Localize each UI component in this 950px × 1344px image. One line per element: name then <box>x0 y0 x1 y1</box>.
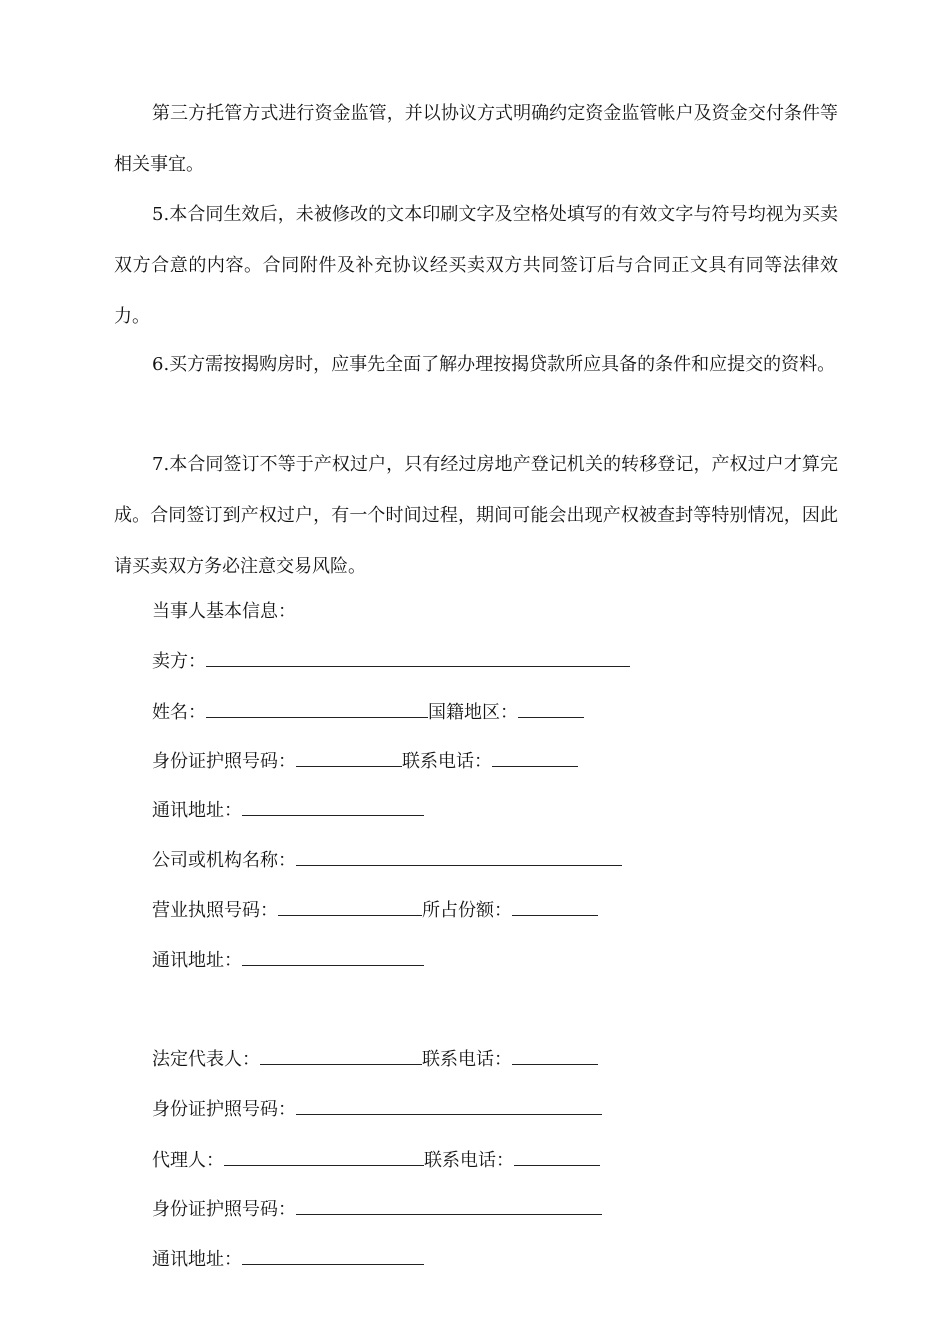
agent-id-row <box>152 1198 602 1222</box>
license-row <box>152 899 598 923</box>
share-blank[interactable] <box>512 901 598 916</box>
license-label: 营业执照号码： <box>152 900 278 921</box>
legal-rep-id-label: 身份证护照号码： <box>152 1099 296 1120</box>
phone-label: 联系电话： <box>402 751 492 772</box>
company-address-row <box>152 949 424 973</box>
license-blank[interactable] <box>278 901 422 916</box>
agent-phone-label: 联系电话： <box>424 1150 514 1171</box>
legal-rep-phone-blank[interactable] <box>512 1050 598 1065</box>
seller-id-row <box>152 750 578 774</box>
parties-heading-text: 当事人基本信息： <box>152 601 296 622</box>
agent-id-label: 身份证护照号码： <box>152 1199 296 1220</box>
id-number-label: 身份证护照号码： <box>152 751 296 772</box>
company-name-label: 公司或机构名称： <box>152 850 296 871</box>
legal-rep-id-row <box>152 1098 602 1122</box>
legal-rep-blank[interactable] <box>260 1050 422 1065</box>
agent-id-blank[interactable] <box>296 1200 602 1215</box>
company-name-blank[interactable] <box>296 851 622 866</box>
agent-row <box>152 1149 600 1173</box>
seller-row <box>152 650 630 674</box>
paragraph-clause-6: 6.买方需按揭购房时，应事先全面了解办理按揭贷款所应具备的条件和应提交的资料。 <box>152 354 836 375</box>
id-number-blank[interactable] <box>296 752 402 767</box>
legal-rep-label: 法定代表人： <box>152 1049 260 1070</box>
legal-rep-phone-label: 联系电话： <box>422 1049 512 1070</box>
paragraph-clause-5: 5.本合同生效后，未被修改的文本印刷文字及空格处填写的有效文字与符号均视为买卖双方合意的内容。合同附件及补充协议经买卖双方共同签订后与合同正文具有同等法律效力。 <box>114 204 838 327</box>
phone-blank[interactable] <box>492 752 578 767</box>
paragraph-fund-supervision: 第三方托管方式进行资金监管，并以协议方式明确约定资金监管帐户及资金交付条件等相关事宜。 <box>114 103 838 175</box>
company-name-row <box>152 849 622 873</box>
paragraph-clause-7: 7.本合同签订不等于产权过户，只有经过房地产登记机关的转移登记，产权过户才算完成。合同签订到产权过户，有一个时间过程，期间可能会出现产权被查封等特别情况，因此请买卖双方务必注意交易风险。 <box>114 454 838 577</box>
seller-name-row <box>152 701 584 725</box>
seller-address-row <box>152 799 424 823</box>
name-blank[interactable] <box>206 703 428 718</box>
legal-rep-id-blank[interactable] <box>296 1100 602 1115</box>
agent-address-row <box>152 1248 424 1272</box>
company-address-blank[interactable] <box>242 951 424 966</box>
nationality-blank[interactable] <box>518 703 584 718</box>
legal-rep-row <box>152 1048 598 1072</box>
company-address-label: 通讯地址： <box>152 950 242 971</box>
nationality-label: 国籍地区： <box>428 702 518 723</box>
agent-phone-blank[interactable] <box>514 1151 600 1166</box>
agent-blank[interactable] <box>224 1151 424 1166</box>
seller-label: 卖方： <box>152 651 206 672</box>
address-blank[interactable] <box>242 801 424 816</box>
parties-heading <box>152 600 296 624</box>
agent-address-blank[interactable] <box>242 1250 424 1265</box>
seller-blank[interactable] <box>206 652 630 667</box>
agent-address-label: 通讯地址： <box>152 1249 242 1270</box>
address-label: 通讯地址： <box>152 800 242 821</box>
agent-label: 代理人： <box>152 1150 224 1171</box>
name-label: 姓名： <box>152 702 206 723</box>
share-label: 所占份额： <box>422 900 512 921</box>
